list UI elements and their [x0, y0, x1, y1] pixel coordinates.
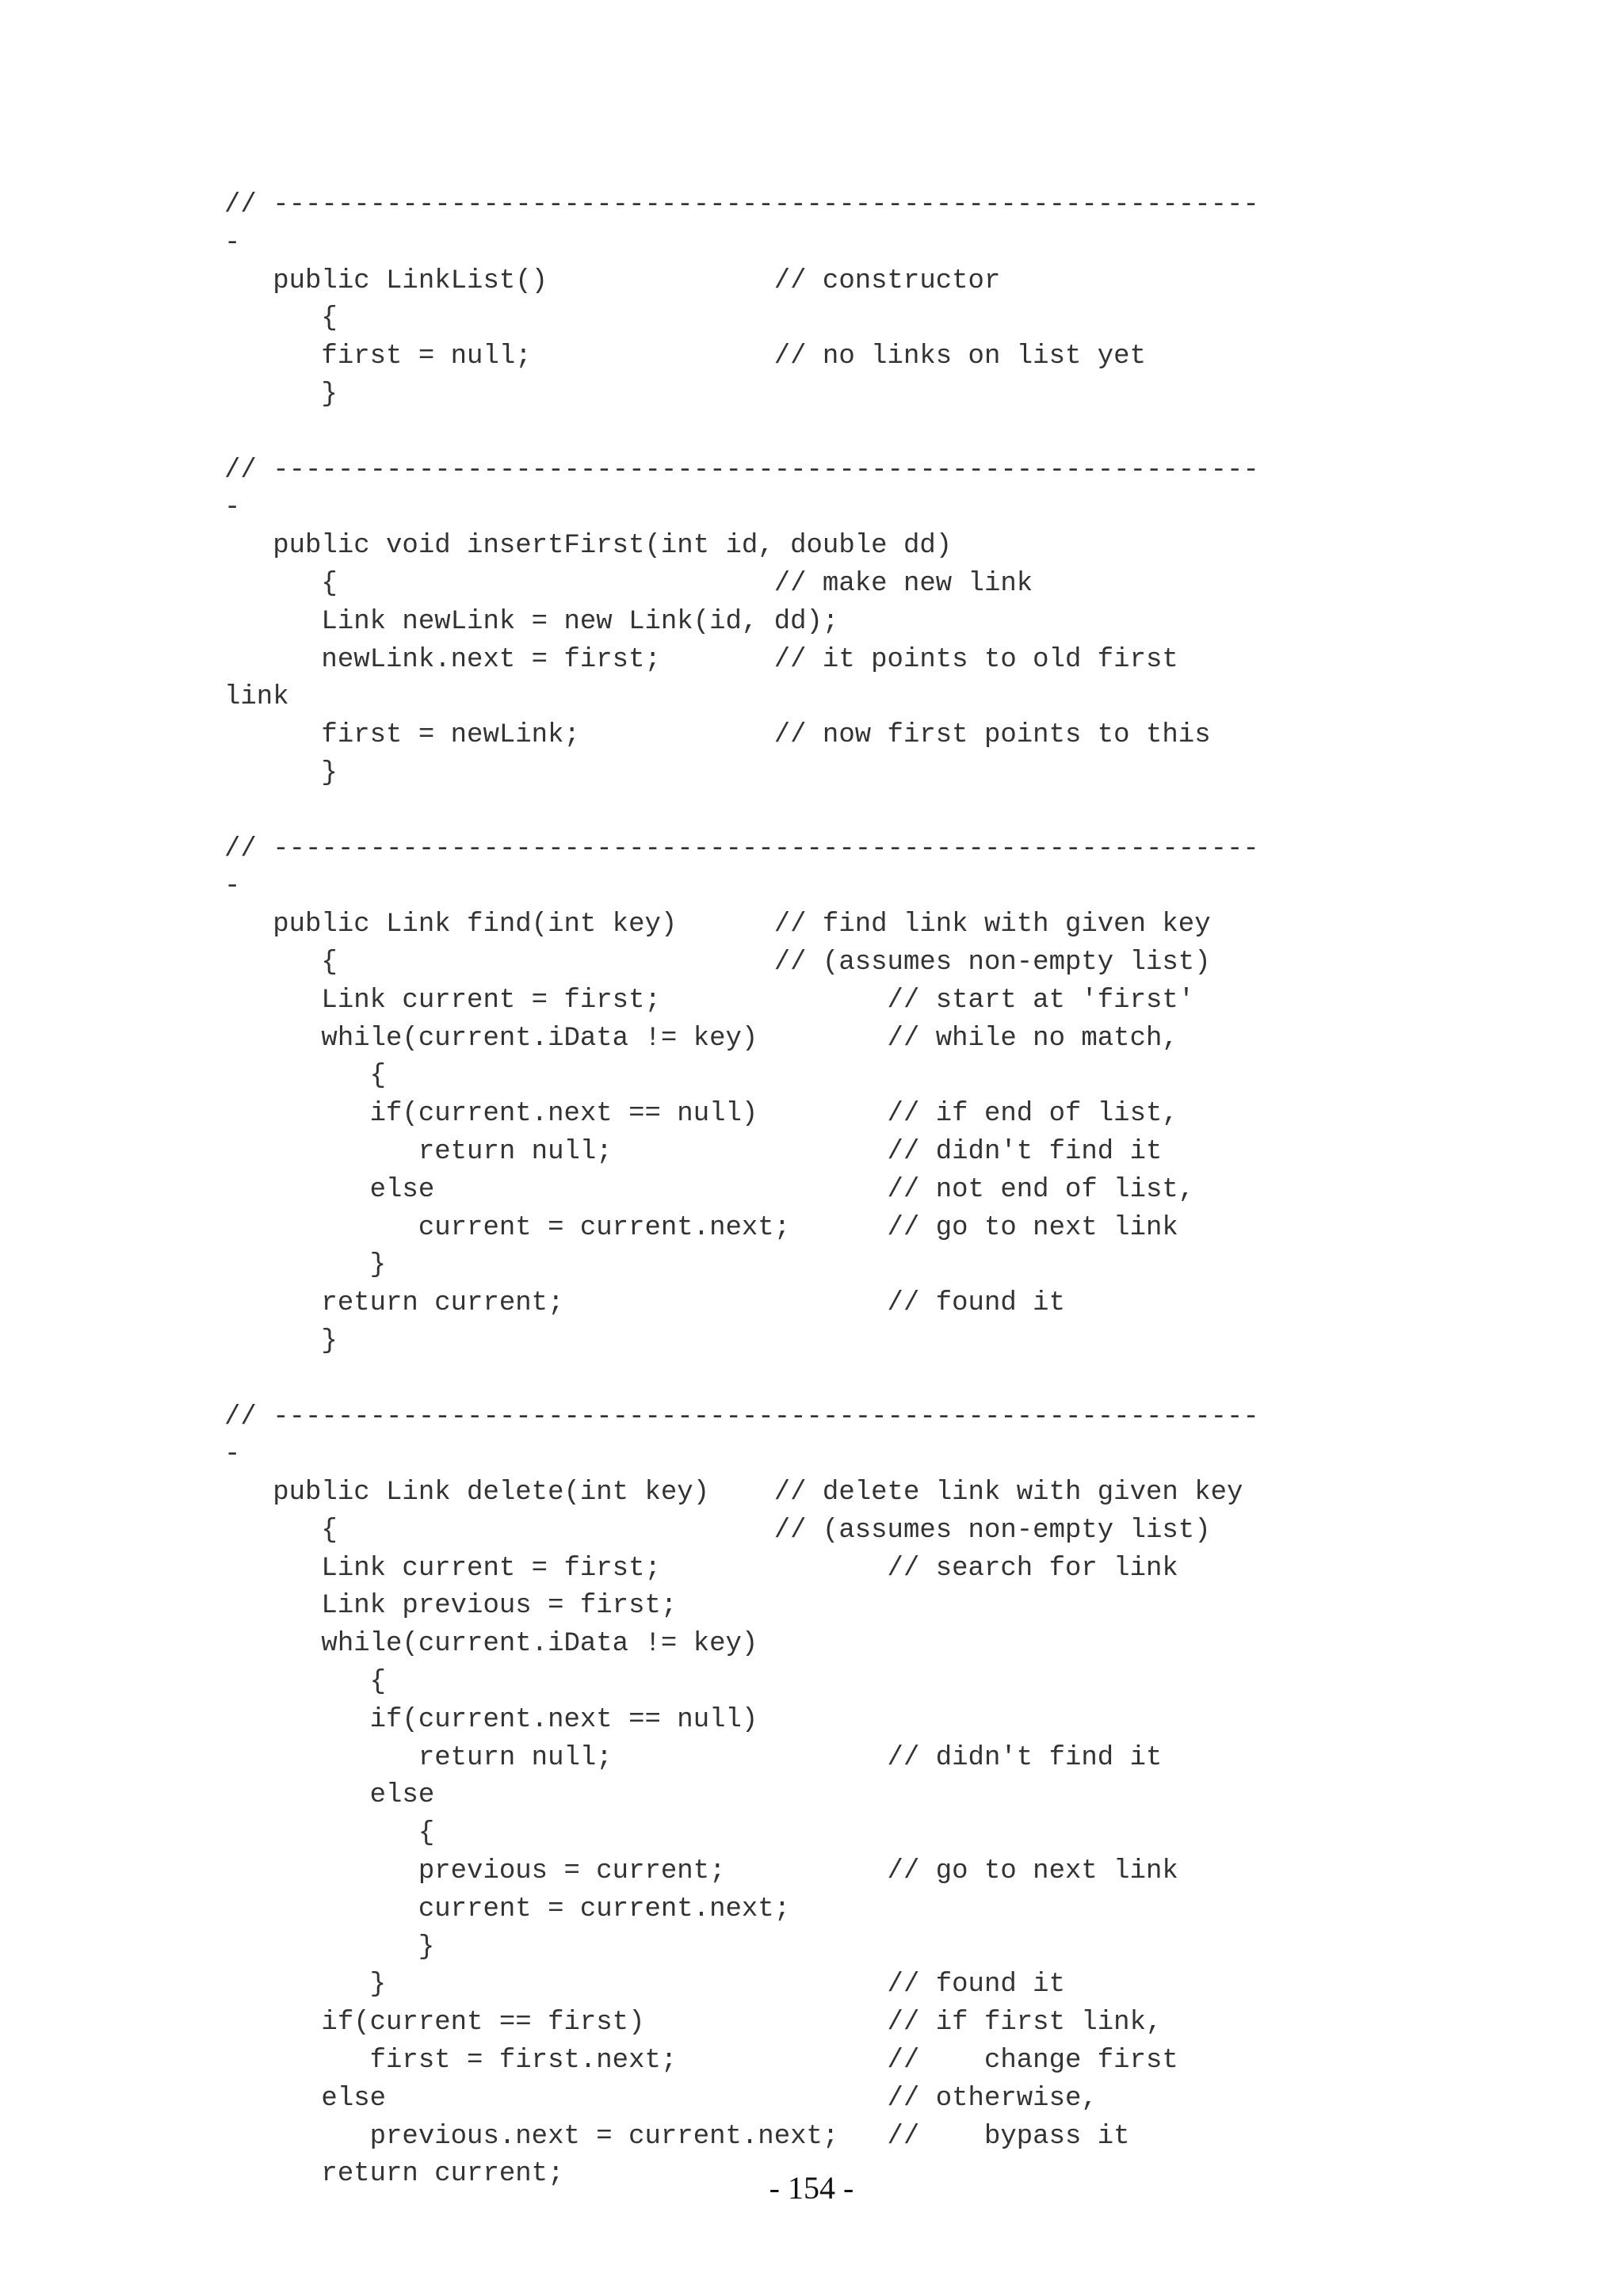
code-line: previous = current; // go to next link — [224, 1856, 1178, 1887]
code-line: Link current = first; // start at 'first' — [224, 985, 1195, 1016]
code-line: first = null; // no links on list yet — [224, 341, 1146, 372]
code-line: { // (assumes non-empty list) — [224, 947, 1211, 978]
code-line: { // make new link — [224, 568, 1033, 599]
code-line: { — [224, 303, 338, 334]
code-line: public LinkList() // constructor — [224, 265, 1001, 296]
code-line: first = first.next; // change first — [224, 2046, 1178, 2077]
code-line: else // not end of list, — [224, 1174, 1195, 1205]
code-line: if(current.next == null) // if end of list, — [224, 1099, 1178, 1130]
code-line: first = newLink; // now first points to this — [224, 720, 1211, 751]
code-line: - — [224, 1440, 241, 1470]
code-listing — [224, 187, 1259, 2194]
code-line: { — [224, 1818, 435, 1849]
code-line: } — [224, 1932, 435, 1962]
code-line: Link current = first; // search for link — [224, 1553, 1178, 1584]
code-line: current = current.next; — [224, 1894, 791, 1924]
code-line: return null; // didn't find it — [224, 1136, 1163, 1167]
code-line: { — [224, 1061, 387, 1092]
code-line: if(current.next == null) — [224, 1704, 758, 1735]
code-line: while(current.iData != key) — [224, 1629, 758, 1660]
code-line: link — [224, 682, 289, 713]
code-line: - — [224, 871, 241, 902]
code-line: { — [224, 1667, 387, 1698]
code-line: if(current == first) // if first link, — [224, 2008, 1163, 2039]
code-line: else // otherwise, — [224, 2083, 1098, 2114]
code-line: public Link find(int key) // find link with given key — [224, 910, 1211, 940]
code-line: } — [224, 757, 338, 788]
code-line: public Link delete(int key) // delete link with given key — [224, 1478, 1243, 1508]
code-line: // ------------------------------------------------------------- — [224, 1402, 1259, 1432]
code-line: // ------------------------------------------------------------- — [224, 833, 1259, 864]
code-line: return current; — [224, 2159, 564, 2190]
code-line: else — [224, 1780, 435, 1811]
code-line: // ------------------------------------------------------------- — [224, 190, 1259, 220]
code-line: } — [224, 379, 338, 410]
code-line: return current; // found it — [224, 1288, 1065, 1319]
code-line: Link previous = first; — [224, 1591, 678, 1622]
code-line: } // found it — [224, 1970, 1065, 2000]
code-line — [224, 793, 1259, 831]
code-line — [224, 414, 1259, 452]
code-line: - — [224, 227, 241, 258]
code-line: - — [224, 493, 241, 524]
code-line: previous.next = current.next; // bypass it — [224, 2121, 1130, 2152]
code-line — [224, 1361, 1259, 1399]
code-line: while(current.iData != key) // while no match, — [224, 1023, 1178, 1054]
code-line: public void insertFirst(int id, double dd) — [224, 531, 953, 562]
code-line: { // (assumes non-empty list) — [224, 1515, 1211, 1546]
code-line: } — [224, 1325, 338, 1356]
code-line: } — [224, 1250, 387, 1281]
code-line: // ------------------------------------------------------------- — [224, 455, 1259, 486]
code-line: return null; // didn't find it — [224, 1742, 1163, 1773]
code-line: current = current.next; // go to next link — [224, 1212, 1178, 1243]
page-number: - 154 - — [769, 2170, 854, 2206]
code-line: Link newLink = new Link(id, dd); — [224, 606, 839, 637]
code-line: newLink.next = first; // it points to old first — [224, 644, 1178, 675]
